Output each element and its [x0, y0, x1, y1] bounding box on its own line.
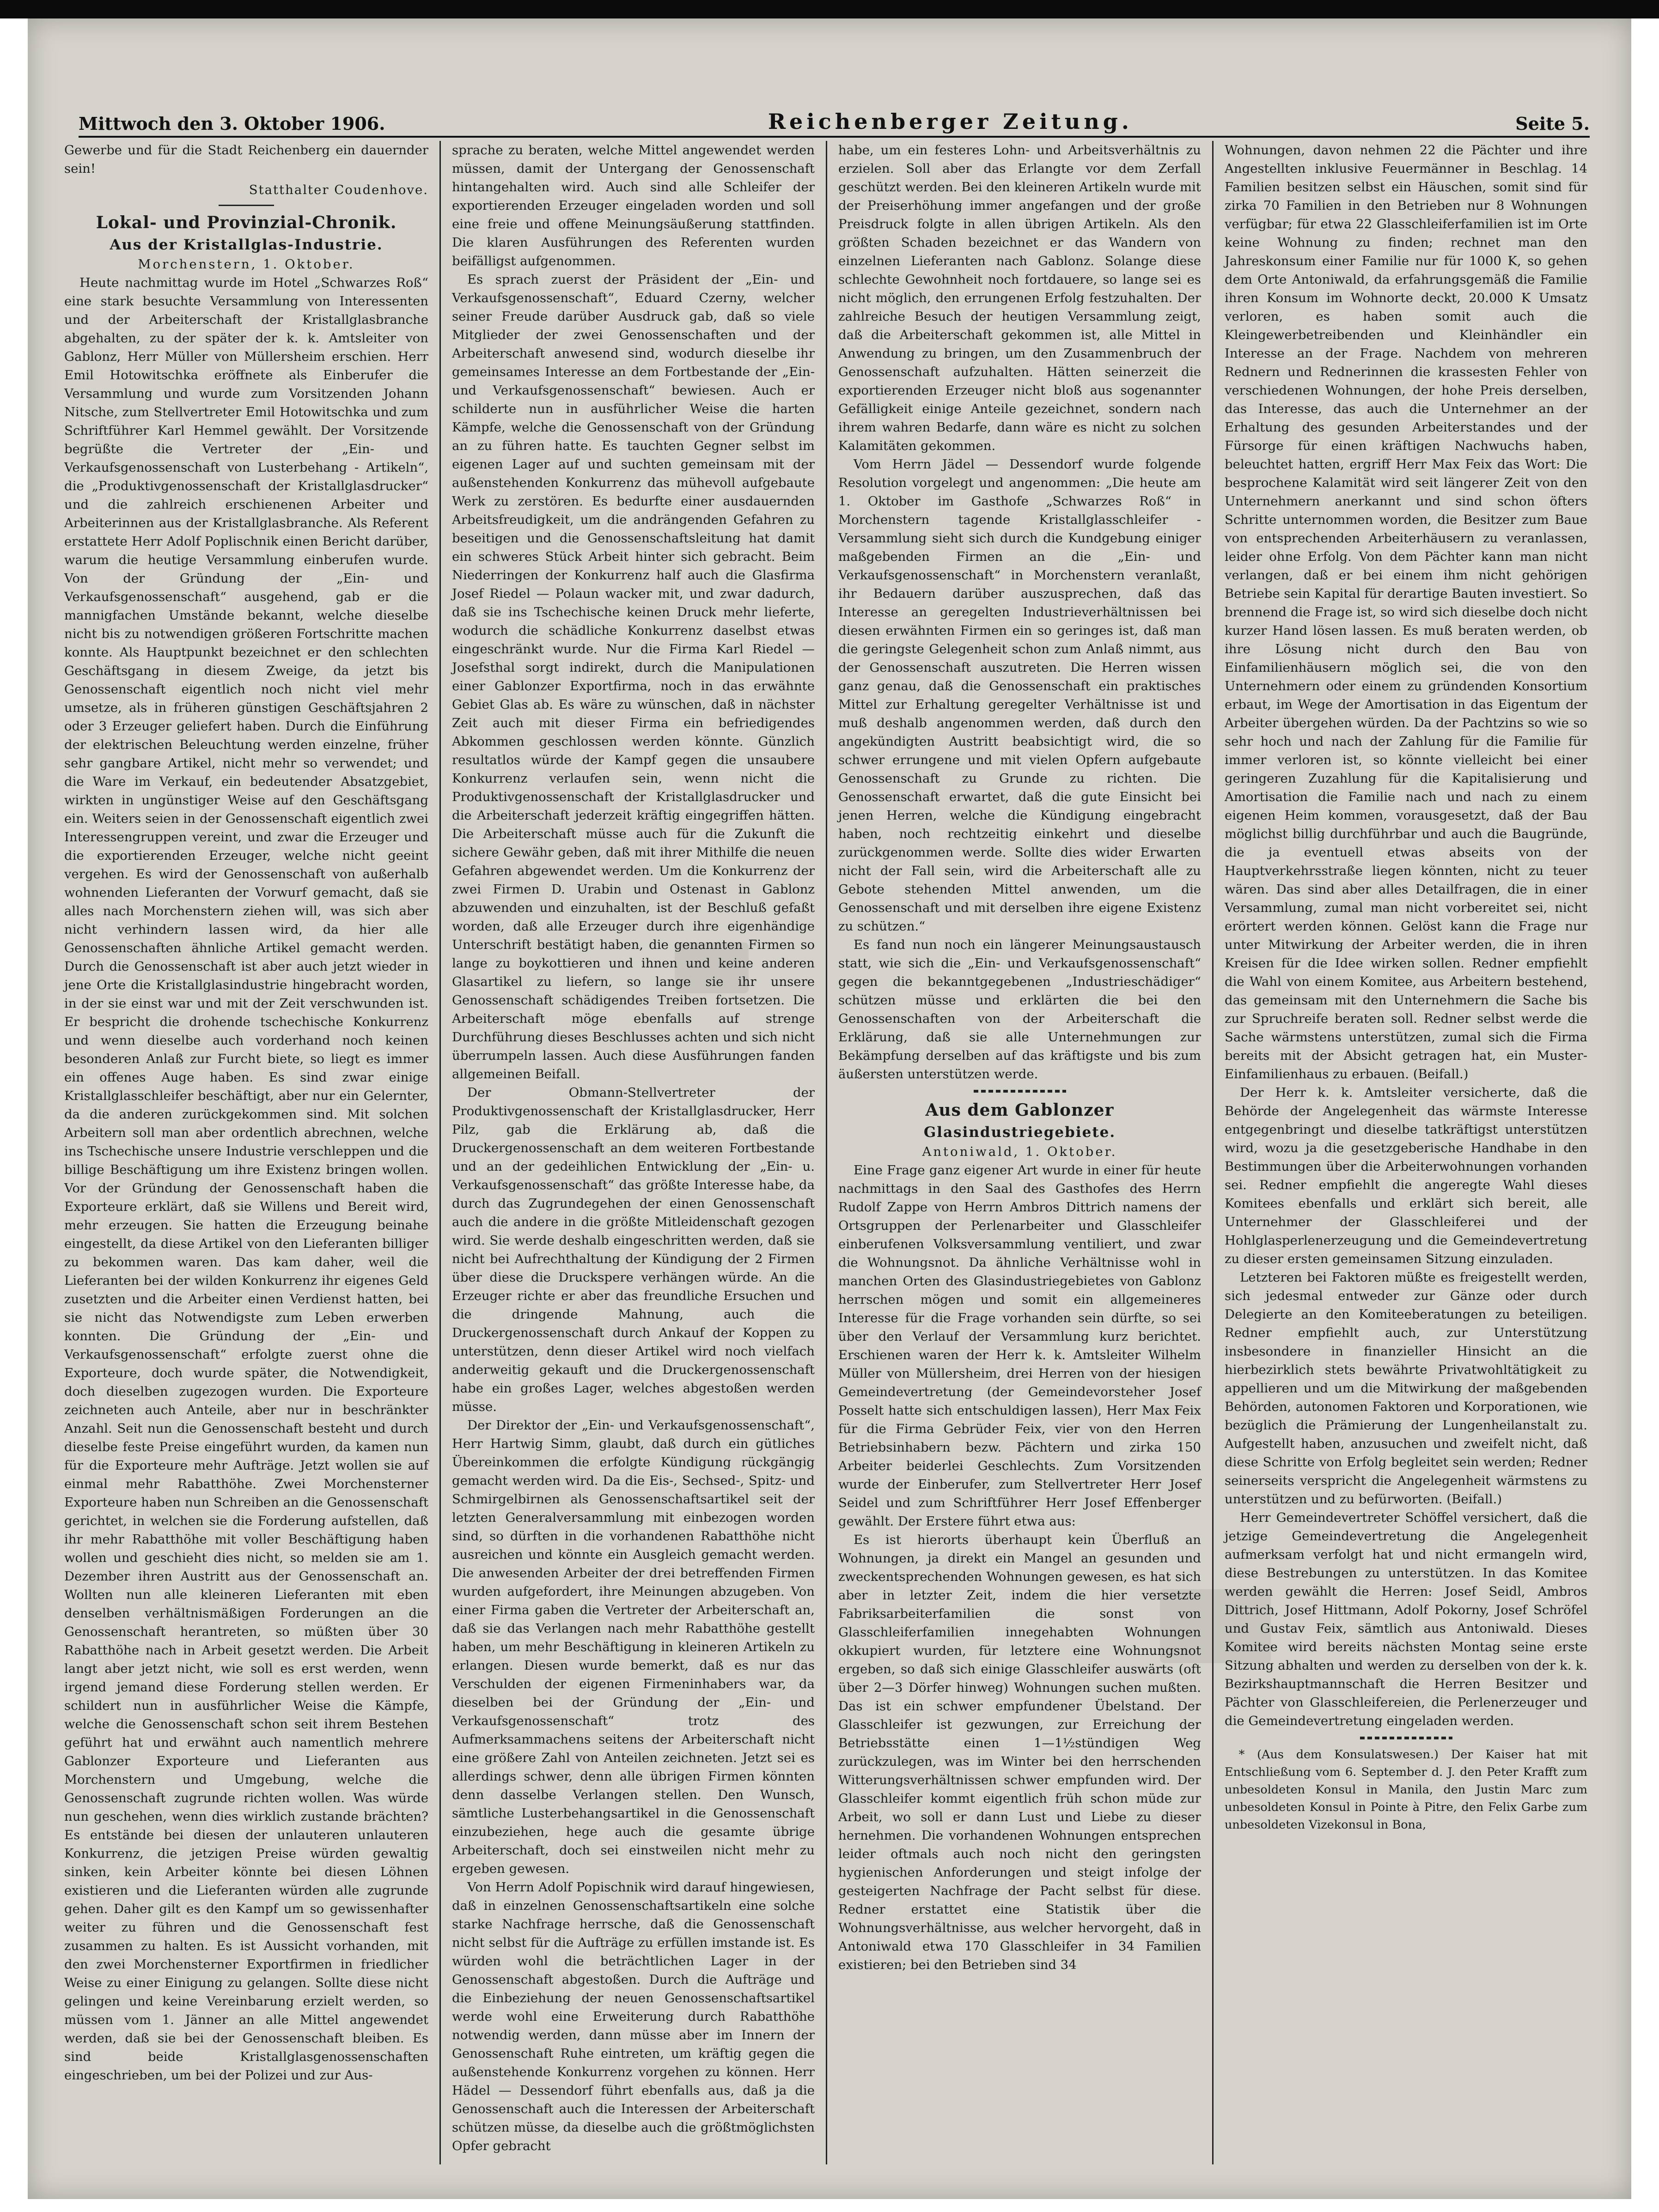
- section-divider: [974, 1090, 1066, 1093]
- article-paragraph: habe, um ein festeres Lohn- und Arbeitsverhältnis zu erzielen. Soll aber das Erlangte vor dem Zerfall geschützt werden. Bei den kleineren Artikeln wurde mit der Preiserhöhung immer angefangen und der große Preisdruck folgte in allen übrigen Artikeln. Als den größten Schaden bezeichnet er das Wandern von einzelnen Lieferanten nach Gablonz. Solange diese schlechte Gewohnheit noch fortdauere, so lange sei es nicht möglich, den errungenen Erfolg festzuhalten. Der zahlreiche Besuch der heutigen Versammlung zeigt, daß die Arbeiterschaft gekommen ist, alle Mittel in Anwendung zu bringen, um den Zusammenbruch der Genossenschaft aufzuhalten. Hätten seinerzeit die exportierenden Erzeuger nicht bloß aus sogenannter Gefälligkeit einige Anteile gezeichnet, sondern nach ihrem wahren Bedarfe, dann wäre es nicht zu solchen Kalamitäten gekommen.: [838, 143, 1201, 453]
- article-paragraph: Der Direktor der „Ein- und Verkaufsgenossenschaft“, Herr Hartwig Simm, glaubt, daß durch ein gütliches Übereinkommen die erfolgte Kündigung rückgängig gemacht werden wird. Da die Eis-, Sechsed-, Spitz- und Schmirgelbirnen als Genossenschaftsartikel seit der letzten Generalversammlung mit einbezogen worden sind, so dürften in die vorhandenen Rabatthöhe nicht ausreichen und könnte ein Ausgleich gemacht werden. Die anwesenden Arbeiter der drei betreffenden Firmen wurden aufgefordert, ihre Meinungen abzugeben. Von einer Firma gaben die Vertreter der Arbeiterschaft an, daß sie das Verlangen nach mehr Rabatthöhe gestellt haben, um mehr Beschäftigung in kleineren Artikeln zu erlangen. Diesen wurde bemerkt, daß es nur das Verschulden der eigenen Firmeninhabers war, da dieselben bei der Gründung der „Ein- und Verkaufsgenossenschaft“ trotz des Aufmerksammachens seitens der Arbeiterschaft nicht eine größere Zahl von Anteilen zeichneten. Jetzt sei es allerdings schwer, denn alle übrigen Firmen könnten denn dasselbe Verlangen stellen. Den Wunsch, sämtliche Lusterbehangsartikel in die Genossenschaft einzubeziehen, hege auch die gesamte übrige Arbeiterschaft, doch sei einstweilen nicht mehr zu ergeben gewesen.: [452, 1418, 815, 1876]
- column-3: [826, 141, 1212, 2164]
- article-paragraph: Es fand nun noch ein längerer Meinungsaustausch statt, wie sich die „Ein- und Verkaufsgenossenschaft“ gegen die bekanntgegebenen „Industrieschädiger“ schützen müsse und erklärten die bei den Genossenschaften von der Arbeiterschaft die Erklärung, daß sie alle Unternehmungen zur Bekämpfung derselben auf das kräftigste und bis zum äußersten unterstützen werde.: [838, 937, 1201, 1082]
- article-paragraph: Herr Gemeindevertreter Schöffel versichert, daß die jetzige Gemeindevertretung die Angelegenheit aufmerksam verfolgt hat und nicht ermangeln wird, diese Bestrebungen zu unterstützen. In das Komitee werden gewählt die Herren: Josef Seidl, Ambros Dittrich, Josef Hittmann, Adolf Pokorny, Josef Schröfel und Gustav Feix, sämtlich aus Antoniwald. Dieses Komitee wird bereits nächsten Montag seine erste Sitzung abhalten und werden zu derselben von der k. k. Bezirkshauptmannschaft die Herren Besitzer und Pächter von Glasschleifereien, die Perlenerzeuger und die Gemeindevertretung eingeladen werden.: [1225, 1510, 1587, 1728]
- article-paragraph: Es sprach zuerst der Präsident der „Ein- und Verkaufsgenossenschaft“, Eduard Czerny, welcher seiner Freude darüber Ausdruck gab, daß so viele Mitglieder der zwei Genossenschaften und der Arbeiterschaft anwesend sind, wodurch dieselbe ihr gemeinsames Interesse an dem Fortbestande der „Ein- und Verkaufsgenossenschaft“ bewiesen. Auch er schilderte nun in ausführlicher Weise die harten Kämpfe, welche die Genossenschaft von der Gründung an zu führen hatte. Es tauchten Gegner selbst im eigenen Lager auf und suchten gemeinsam mit der außenstehenden Konkurrenz das mühevoll aufgebaute Werk zu zerstören. Es bedurfte einer ausdauernden Arbeitsfreudigkeit, um die andrängenden Gefahren zu beseitigen und die Genossenschaftsleitung hat damit ein schweres Stück Arbeit hinter sich gebracht. Beim Niederringen der Konkurrenz half auch die Glasfirma Josef Riedel — Polaun wacker mit, und zwar dadurch, daß sie ins Tschechische keinen Druck mehr lieferte, wodurch die schädliche Konkurrenz daselbst etwas eingeschränkt wurde. Nur die Firma Karl Riedel — Josefsthal sorgt indirekt, durch die Manipulationen einer Gablonzer Exportfirma, noch in das erwähnte Gebiet Glas ab. Es wäre zu wünschen, daß in nächster Zeit auch mit dieser Firma ein befriedigendes Abkommen geschlossen werden könnte. Günzlich resultatlos würde der Kampf gegen die unsaubere Konkurrenz verlaufen sein, wenn nicht die Produktivgenossenschaft der Kristallglasdrucker und die Arbeiterschaft jederzeit kräftig eingegriffen hätten. Die Arbeiterschaft müsse auch für die Zukunft die sichere Gewähr geben, daß mit ihrer Mithilfe die neuen Gefahren abgewendet werden. Um die Konkurrenz der zwei Firmen D. Urabin und Ostenast in Gablonz abzuwenden und einzuhalten, ist der Beschluß gefaßt worden, daß alle Erzeuger durch ihre eigenhändige Unterschrift bestätigt haben, die genannten Firmen so lange zu boykottieren und ihnen und keine anderen Glasartikel zu liefern, so lange sie ihr unsere Genossenschaft schädigendes Treiben fortsetzen. Die Arbeiterschaft möge ebenfalls auf strenge Durchführung dieses Beschlusses achten und sich nicht überrumpeln lassen. Auch diese Ausführungen fanden allgemeinen Beifall.: [452, 272, 815, 1082]
- article-columns: [53, 141, 1599, 2164]
- section-divider: [1360, 1737, 1452, 1739]
- article-paragraph: Wohnungen, davon nehmen 22 die Pächter und ihre Angestellten inklusive Feuermänner in Beschlag. 14 Familien besitzen selbst ein Häuschen, somit sind für zirka 70 Familien in den Betrieben nur 8 Wohnungen verfügbar; für etwa 22 Glasschleiferfamilien ist im Orte keine Wohnung zu finden; rechnet man den Jahreskonsum einer Familie nur für 1000 K, so gehen dem Orte Antoniwald, da erfahrungsgemäß die Familie ihren Konsum im Wohnorte deckt, 20.000 K Umsatz verloren, es haben somit auch die Kleingewerbetreibenden und Kleinhändler ein Interesse an der Frage. Nachdem von mehreren Rednern und Rednerinnen die krassesten Fehler von verschiedenen Wohnungen, der hohe Preis derselben, das Interesse, das auch die Unternehmer an der Erhaltung des gesunden Arbeiterstandes und der Fürsorge für einen kräftigen Nachwuchs haben, beleuchtet hatten, ergriff Herr Max Feix das Wort: Die besprochene Kalamität wird seit längerer Zeit von den Unternehmern anerkannt und sind schon öfters Schritte unternommen worden, die Besitzer zum Baue von entsprechenden Arbeiterhäusern zu veranlassen, leider ohne Erfolg. Von dem Pächter kann man nicht verlangen, daß er bei einem ihm nicht gehörigen Betriebe sein Kapital für derartige Bauten investiert. So brennend die Frage ist, so wird sich dieselbe doch nicht kurzer Hand lösen lassen. Es muß beraten werden, ob ihre Lösung nicht durch den Bau von Einfamilienhäusern möglich sei, die von den Unternehmern oder einem zu gründenden Konsortium erbaut, im Wege der Amortisation in das Eigentum der Arbeiter übergehen würden. Da der Pachtzins so wie so sehr hoch und nach der Zahlung für die Familie für immer verloren ist, so könnte vielleicht bei einer geringeren Zuzahlung für die Kapitalisierung und Amortisation die Familie nach und nach zu einem eigenen Heim kommen, vorausgesetzt, daß der Bau möglichst billig durchführbar und auch die Baugründe, die ja eventuell etwas abseits von der Hauptverkehrsstraße liegen könnten, nicht zu teuer wären. Das sind aber alles Detailfragen, die in einer Versammlung, zumal man nicht vorbereitet sei, nicht erörtert werden können. Gelöst kann die Frage nur unter Mitwirkung der Arbeiter werden, die in ihren Kreisen für die Idee wirken sollen. Redner empfiehlt die Wahl von einem Komitee, aus Arbeitern bestehend, das gemeinsam mit den Unternehmern die Sache bis zur Spruchreife beraten soll. Redner selbst werde die Sache wärmstens unterstützen, zumal sich die Firma bereits mit der Absicht getragen hat, ein Muster-Einfamilienhaus zu erbauen. (Beifall.): [1225, 143, 1587, 1082]
- issue-date: Mittwoch den 3. Oktober 1906.: [79, 113, 385, 134]
- page-number: Seite 5.: [1515, 113, 1590, 134]
- page-header: [79, 102, 1590, 134]
- signature-line: Statthalter Coudenhove.: [249, 182, 428, 197]
- newspaper-title: Reichenberger Zeitung.: [768, 109, 1133, 134]
- article-paragraph: sprache zu beraten, welche Mittel angewendet werden müssen, damit der Untergang der Genossenschaft hintangehalten wird. Auch sind alle Schleifer der exportierenden Erzeuger eingeladen worden und soll eine freie und offene Meinungsäußerung stattfinden. Die klaren Ausführungen des Referenten wurden beifälligst aufgenommen.: [452, 143, 815, 268]
- article-paragraph: Heute nachmittag wurde im Hotel „Schwarzes Roß“ eine stark besuchte Versammlung von Interessenten und der Arbeiterschaft der Kristallglasbranche abgehalten, zu der später der k. k. Amtsleiter von Gablonz, Herr Müller von Müllersheim erschien. Herr Emil Hotowitschka eröffnete als Einberufer die Versammlung und wurde zum Vorsitzenden Johann Nitsche, zum Stellvertreter Emil Hotowitschka und zum Schriftführer Karl Hemmel gewählt. Der Vorsitzende begrüßte die Vertreter der „Ein- und Verkaufsgenossenschaft von Lusterbehang - Artikeln“, die „Produktivgenossenschaft der Kristallglasdrucker“ und die zahlreich erschienenen Arbeiter und Arbeiterinnen aus der Kristallglasbranche. Als Referent erstattete Herr Adolf Poplischnik einen Bericht darüber, warum die heutige Versammlung einberufen wurde. Von der Gründung der „Ein- und Verkaufsgenossenschaft“ ausgehend, gab er die mannigfachen Umstände bekannt, welche dieselbe nicht bis zu notwendigen größeren Fortschritte machen konnte. Als Hauptpunkt bezeichnet er den schlechten Geschäftsgang in diesem Zweige, da jetzt bis Genossenschaft eigentlich noch nicht viel mehr umsetze, als in früheren günstigen Geschäftsjahren 2 oder 3 Erzeuger geliefert haben. Durch die Einführung der elektrischen Beleuchtung werden einzelne, früher sehr gangbare Artikel, nicht mehr so verwendet; und die Ware im Verkauf, ein bedeutender Absatzgebiet, wirkten in ungünstiger Weise auf den Geschäftsgang ein. Weiters seien in der Genossenschaft eigentlich zwei Interessengruppen vereint, und zwar die Erzeuger und die exportierenden Erzeuger, welche nicht geeint vergehen. Es wird der Genossenschaft von außerhalb wohnenden Lieferanten der Vorwurf gemacht, daß sie alles nach Morchenstern ziehen will, was sich aber nicht verhindern lassen wird, da hier alle Genossenschaften ähnliche Artikel gemacht werden. Durch die Genossenschaft ist aber auch jetzt wieder in jene Orte die Kristallglasindustrie hingebracht worden, in der sie einst war und mit der Zeit verschwunden ist. Er bespricht die drohende tschechische Konkurrenz und wenn dieselbe auch vorderhand noch keinen besonderen Anlaß zur Furcht biete, so liegt es immer ein offenes Auge haben. Es sind zwar einige Kristallglasschleifer beschäftigt, aber nur ein Gelernter, da die anderen zurückgekommen sind. Mit solchen Arbeitern soll man aber ordentlich abrechnen, welche ins Tschechische unsere Industrie verschleppen und die billige Beschäftigung um ihre Existenz bringen wollen. Vor der Gründung der Genossenschaft haben die Exporteure erklärt, daß sie Willens und Bereit wird, mehr erzeugen. Sie hatten die Erzeugung beinahe eingestellt, da diese Artikel von den Lieferanten billiger zu bekommen waren. Das kam daher, weil die Lieferanten bei der wilden Konkurrenz ihr eigenes Geld zusetzten und die Arbeiter einen Verdienst hatten, bei sie nicht das Notwendigste zum Leben erwerben konnten. Die Gründung der „Ein- und Verkaufsgenossenschaft“ erfolgte zuerst ohne die Exporteure, doch wurde später, die Notwendigkeit, doch dieselben zugezogen wurden. Die Exporteure zeichneten auch Anteile, aber nur in beschränkter Anzahl. Seit nun die Genossenschaft besteht und durch dieselbe feste Preise eingeführt wurden, da kamen nun für die Exporteure mehr Aufträge. Jetzt wollen sie auf einmal mehr Rabatthöhe. Zwei Morchensterner Exporteure haben nun Schreiben an die Genossenschaft gerichtet, in welchen sie die Forderung aufstellen, daß ihr mehr Rabatthöhe mit voller Beschäftigung haben wollen und geschieht dies nicht, so melden sie am 1. Dezember ihren Austritt aus der Genossenschaft an. Wollten nun alle kleineren Lieferanten mit eben denselben verhältnismäßigen Forderungen an die Genossenschaft herantreten, so müßten über 30 Rabatthöhe nach in Arbeit gesetzt werden. Die Arbeit langt aber jetzt nicht, wie soll es erst werden, wenn irgend jemand diese Forderung stellen werden. Er schildert nun in ausführlicher Weise die Kämpfe, welche die Genossenschaft schon seit ihrem Bestehen geführt hat und erwähnt auch namentlich mehrere Gablonzer Exporteure und Lieferanten aus Morchenstern und Umgebung, welche die Genossenschaft zugrunde richten wollen. Was würde nun geschehen, wenn dies wirklich zustande brächten? Es entstände bei diesen der unlauteren unlauteren Konkurrenz, die jetzigen Preise würden gewaltig sinken, kein Arbeiter könnte bei diesen Löhnen existieren und die Lieferanten würden alle zugrunde gehen. Daher gilt es den Kampf um so gewissenhafter weiter zu führen und die Genossenschaft fest zusammen zu halten. Es ist Aussicht vorhanden, mit den zwei Morchensterner Exportfirmen in friedlicher Weise zu einer Einigung zu gelangen. Sollte diese nicht gelingen und keine Vereinbarung erzielt werden, so müssen vom 1. Jänner an alle Mittel angewendet werden, daß sie bei der Genossenschaft bleiben. Es sind beide Kristallglasgenossenschaften eingeschrieben, um bei der Polizei und zur Aus-: [64, 275, 428, 2083]
- scan-frame-edge: [0, 0, 1659, 18]
- article-paragraph: * (Aus dem Konsulatswesen.) Der Kaiser hat mit Entschließung vom 6. September d. J. den Peter Krafft zum unbesoldeten Konsul in Manila, den Justin Marc zum unbesoldeten Konsul in Pointe à Pitre, den Felix Garbe zum unbesoldeten Vizekonsul in Bona,: [1225, 1748, 1587, 1832]
- column-1: [53, 141, 439, 2164]
- section-divider: [219, 205, 274, 206]
- article-paragraph: Eine Frage ganz eigener Art wurde in einer für heute nachmittags in den Saal des Gasthofes des Herrn Rudolf Zappe von Herrn Ambros Dittrich namens der Ortsgruppen der Perlenarbeiter und Glasschleifer einberufenen Volksversammlung ventiliert, und zwar die Wohnungsnot. Da ähnliche Verhältnisse wohl in manchen Orten des Glasindustriegebietes von Gablonz herrschen mögen und somit ein allgemeineres Interesse für die Frage vorhanden sein dürfte, so sei über den Verlauf der Versammlung kurz berichtet. Erschienen waren der Herr k. k. Amtsleiter Wilhelm Müller von Müllersheim, drei Herren von der hiesigen Gemeindevertretung (der Gemeindevorsteher Josef Posselt hatte sich entschuldigen lassen), Herr Max Feix für die Firma Gebrüder Feix, vier von den Herren Betriebsinhabern bezw. Pächtern und zirka 150 Arbeiter beiderlei Geschlechts. Zum Vorsitzenden wurde der Einberufer, zum Stellvertreter Herr Josef Seidel und zum Schriftführer Herr Josef Effenberger gewählt. Der Erstere führt etwa aus:: [838, 1163, 1201, 1529]
- column-4: [1212, 141, 1598, 2164]
- article-paragraph: Von Herrn Adolf Popischnik wird darauf hingewiesen, daß in einzelnen Genossenschaftsartikeln eine solche starke Nachfrage herrsche, daß die Genossenschaft nicht selbst für die Aufträge zu erfüllen imstande ist. Es würden wohl die beträchtlichen Lager in der Genossenschaft abgestoßen. Durch die Aufträge und die Einbeziehung der neuen Genossenschaftsartikel werde wohl eine Erweiterung durch Rabatthöhe notwendig werden, dann müsse aber im Innern der Genossenschaft Ruhe eintreten, um kräftig gegen die außenstehende Konkurrenz vorgehen zu können. Herr Hädel — Dessendorf führt ebenfalls aus, daß ja die Genossenschaft auch die Interessen der Arbeiterschaft schützen müsse, da dieselbe auch die größtmöglichsten Opfer gebracht: [452, 1880, 815, 2153]
- article-dateline: Antoniwald, 1. Oktober.: [922, 1144, 1117, 1159]
- section-heading: Lokal- und Provinzial-Chronik.: [96, 213, 397, 232]
- column-2: [439, 141, 826, 2164]
- article-paragraph: Der Obmann-Stellvertreter der Produktivgenossenschaft der Kristallglasdrucker, Herr Pilz, gab die Erklärung ab, daß die Druckergenossenschaft an dem weiteren Fortbestande und an der gedeihlichen Entwicklung der „Ein- u. Verkaufsgenossenschaft“ das größte Interesse habe, da durch das Zugrundegehen der einen Genossenschaft auch die andere in die größte Mitleidenschaft gezogen wird. Sie werde deshalb eingeschritten werden, daß sie nicht bei Aufrechthaltung der Kündigung der 2 Firmen über diese die Druckspere verhängen würde. An die Erzeuger richte er aber das freundliche Ersuchen und die dringende Mahnung, auch die Druckergenossenschaft durch Ankauf der Koppen zu unterstützen, denn dieser Artikel wird noch vielfach anderweitig gekauft und die Druckergenossenschaft habe ein großes Lager, welches abgestoßen werden müsse.: [452, 1085, 815, 1414]
- article-paragraph: Es ist hierorts überhaupt kein Überfluß an Wohnungen, ja direkt ein Mangel an gesunden und zweckentsprechenden Wohnungen gewesen, es hat sich aber in letzter Zeit, indem die hier versetzte Fabriksarbeiterfamilien die sonst von Glasschleiferfamilien innegehabten Wohnungen okkupiert wurden, für letztere eine Wohnungsnot ergeben, so daß sich einige Glasschleifer auswärts (oft über 2—3 Dörfer hinweg) Wohnungen suchen mußten. Das ist ein schwer empfundener Übelstand. Der Glasschleifer ist gezwungen, zur Erreichung der Betriebsstätte einen 1—1½stündigen Weg zurückzulegen, was im Winter bei den herrschenden Witterungsverhältnissen schwer empfunden wird. Der Glasschleifer kommt eigentlich früh schon müde zur Arbeit, wo soll er dann Lust und Liebe zu dieser hernehmen. Die vorhandenen Wohnungen entsprechen leider oftmals auch noch nicht den geringsten hygienischen Anforderungen und steigt infolge der gesteigerten Nachfrage der Pacht selbst für diese. Redner erstattet eine Statistik über die Wohnungsverhältnisse, aus welcher hervorgeht, daß in Antoniwald etwa 170 Glasschleifer in 34 Familien existieren; bei den Betrieben sind 34: [838, 1532, 1201, 1972]
- article-paragraph: Der Herr k. k. Amtsleiter versicherte, daß die Behörde der Angelegenheit das wärmste Interesse entgegenbringt und dieselbe tatkräftigst unterstützen wird, wozu ja die gesetzgeberische Handhabe in den Bestimmungen über die Arbeiterwohnungen vorhanden sei. Redner empfiehlt die angeregte Wahl dieses Komitees ebenfalls und erklärt sich bereit, alle Unternehmer der Glasschleiferei und der Hohlglasperlenerzeugung und die Gemeindevertretung zu dieser ersten gemeinsamen Sitzung einzuladen.: [1225, 1085, 1587, 1266]
- article-paragraph: Vom Herrn Jädel — Dessendorf wurde folgende Resolution vorgelegt und angenommen: „Die heute am 1. Oktober im Gasthofe „Schwarzes Roß“ in Morchenstern tagende Kristallglasschleifer - Versammlung sieht sich durch die Kundgebung einiger maßgebenden Firmen an die „Ein- und Verkaufsgenossenschaft“ in Morchenstern veranlaßt, ihr Bedauern darüber auszusprechen, daß das Interesse an geregelten Industrieverhältnissen bei diesen erwähnten Firmen ein so geringes ist, daß man die geringste Gelegenheit schon zum Anlaß nimmt, aus der Genossenschaft auszutreten. Die Herren wissen ganz genau, daß die Genossenschaft ein praktisches Mittel zur Erhaltung geregelter Verhältnisse ist und muß deshalb angenommen werden, daß durch den angekündigten Austritt beabsichtigt wird, die so schwer errungene und mit vielen Opfern aufgebaute Genossenschaft zu Grunde zu richten. Die Genossenschaft erwartet, daß die gute Einsicht bei jenen Herren, welche die Kündigung eingebracht haben, noch rechtzeitig einkehrt und dieselbe zurückgenommen werde. Sollte dies wider Erwarten nicht der Fall sein, wird die Arbeiterschaft alle zu Gebote stehenden Mittel anwenden, um die Genossenschaft und mit derselben ihre eigene Existenz zu schützen.“: [838, 457, 1201, 934]
- section-heading: Aus dem Gablonzer: [925, 1100, 1114, 1120]
- article-heading: Aus der Kristallglas-Industrie.: [110, 237, 383, 253]
- article-dateline: Morchenstern, 1. Oktober.: [138, 257, 355, 272]
- header-rule: [79, 136, 1590, 138]
- article-paragraph: Letzteren bei Faktoren müßte es freigestellt werden, sich jedesmal entweder zur Gänze oder durch Delegierte an den Komiteeberatungen zu beteiligen. Redner empfiehlt auch, zur Unterstützung insbesondere in finanzieller Hinsicht an die hierbezirklich stets bewährte Privatwohltätigkeit zu appellieren und um die Mitwirkung der maßgebenden Behörden, autonomen Faktoren und Korporationen, wie bezüglich die Prämierung der Lungenheilanstalt zu. Aufgestellt haben, anzusuchen und zweifelt nicht, daß diese Schritte von Erfolg begleitet sein werden; Redner seinerseits verspricht die Angelegenheit wärmstens zu unterstützen und zu befürworten. (Beifall.): [1225, 1270, 1587, 1507]
- article-heading: Glasindustriegebiete.: [923, 1124, 1116, 1141]
- article-paragraph: Gewerbe und für die Stadt Reichenberg ein dauernder sein!: [64, 143, 428, 176]
